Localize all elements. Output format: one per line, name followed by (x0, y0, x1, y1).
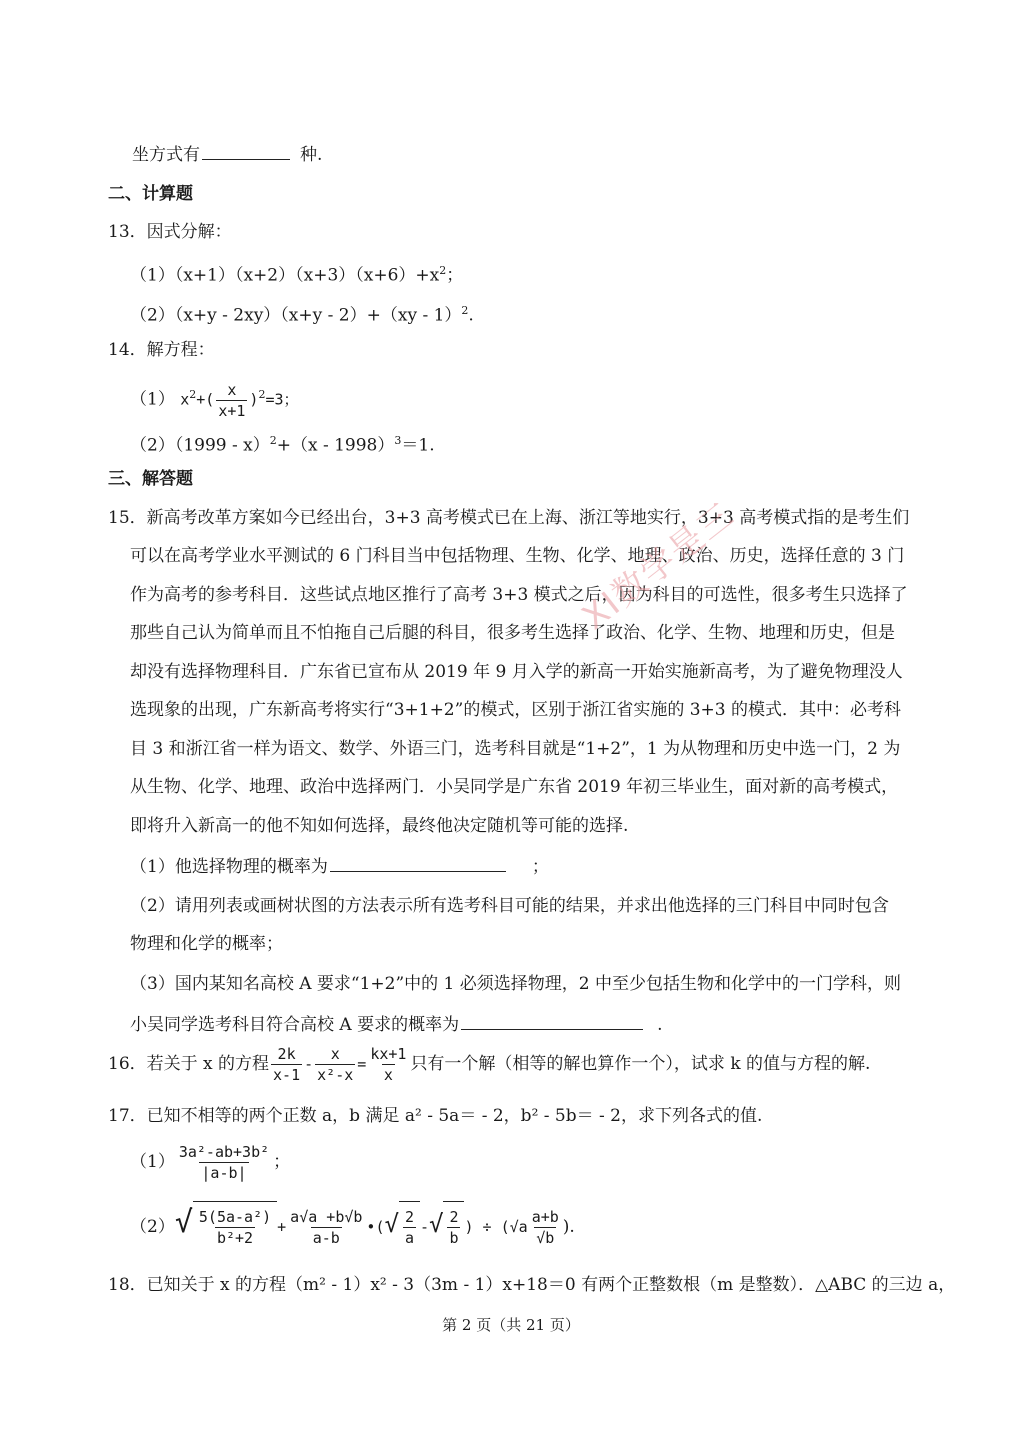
q15-line: 选现象的出现，广东新高考将实行“3+1+2”的模式，区别于浙江省实施的 3+3 的模式．其中：必考科 (130, 700, 901, 720)
q15-sub3-cont: 小吴同学选考科目符合高校 A 要求的概率为 . (130, 1011, 663, 1038)
q13-part1: $(1)(x+1)(x+2)(x+3)(x+6)+x^2$； (130, 264, 464, 286)
q15-sub2-cont: 物理和化学的概率； (130, 934, 283, 954)
q15-line: 那些自己认为简单而且不怕拖自己后腿的科目，很多考生选择了政治、化学、生物、地理和历史，但是 (130, 623, 895, 643)
question-13: 13．因式分解： (108, 222, 232, 242)
q14-part2: （2）（1999 - x）$^2$+（x - 1998）$^3$＝1. (130, 434, 435, 456)
q15-line: 作为高考的参考科目．这些试点地区推行了高考 3+3 模式之后，因为科目的可选性，很多考生只选择了 (130, 585, 908, 605)
section-heading-solutions: 三、解答题 (108, 469, 193, 489)
q17-part2: （2）√ $\frac{\text{5(5a-a²)}}{\text{b²+2}}$ + $\frac{a√a +b√b}{a-b}$ •(√ $\frac{2}{a}$ -√ $\frac{2}{b}$ ) ÷ (√a $\frac{a+b}{√b}$ ). (130, 1198, 575, 1252)
answer-blank[interactable] (202, 141, 290, 160)
q15-line: 即将升入新高一的他不知如何选择，最终他决定随机等可能的选择. (130, 816, 629, 836)
q15-line: 从生物、化学、地理、政治中选择两门．小吴同学是广东省 2019 年初三毕业生，面对新的高考模式， (130, 777, 899, 797)
q15-line: 目 3 和浙江省一样为语文、数学、外语三门，选考科目就是“1+2”，1 为从物理和历史中选一门，2 为 (130, 739, 901, 759)
question-18: 18．已知关于 x 的方程（m² - 1）x² - 3（3m - 1）x+18＝0 有两个正整数根（m 是整数）．△ABC 的三边 a， (108, 1275, 956, 1295)
q15-line: 却没有选择物理科目．广东省已宣布从 2019 年 9 月入学的新高一开始实施新高考，为了避免物理没人 (130, 662, 903, 682)
question-14: 14．解方程： (108, 340, 215, 360)
question-16: 16．若关于 x 的方程 $\frac{2k}{x-1}$ - $\frac{x}{\text{x²-x}}$ = $\frac{kx+1}{x}$ 只有一个解（相等的解也算作一个），试求 k 的值与方程的解. (108, 1045, 871, 1084)
page-footer: 第 2 页（共 21 页） (442, 1316, 580, 1334)
section-heading-computation: 二、计算题 (108, 184, 193, 204)
q15-sub2: （2）请用列表或画树状图的方法表示所有选考科目可能的结果，并求出他选择的三门科目中同时包含 (130, 896, 889, 916)
answer-blank[interactable] (461, 1011, 643, 1030)
q15-line: 可以在高考学业水平测试的 6 门科目当中包括物理、生物、化学、地理、政治、历史，选择任意的 3 门 (130, 546, 905, 566)
watermark: XI数学是三 (574, 494, 743, 638)
question-17: 17．已知不相等的两个正数 a，b 满足 a² - 5a＝ - 2，b² - 5b＝ - 2，求下列各式的值. (108, 1106, 763, 1126)
q17-part1: （1） $\frac{\text{3a²-ab+3b²}}{|a-b|}$ ； (130, 1143, 291, 1182)
q13-part2: （2）（x+y - 2xy）（x+y - 2）+（xy - 1）$^2$. (130, 304, 474, 326)
line-continuation: 坐方式有 种. (132, 141, 322, 168)
q14-part1: （1） $x^2+$( $\frac{x}{x+1}$ )$^2$=3； (130, 380, 299, 420)
answer-blank[interactable] (330, 853, 506, 872)
q15-line: 15．新高考改革方案如今已经出台，3+3 高考模式已在上海、浙江等地实行，3+3 高考模式指的是考生们 (108, 508, 910, 528)
fraction: $\frac{x}{x+1}$ (218, 380, 246, 420)
q15-sub1: （1）他选择物理的概率为 ； (130, 853, 549, 880)
q15-sub3: （3）国内某知名高校 A 要求“1+2”中的 1 必须选择物理，2 中至少包括生物和化学中的一门学科，则 (130, 974, 901, 994)
